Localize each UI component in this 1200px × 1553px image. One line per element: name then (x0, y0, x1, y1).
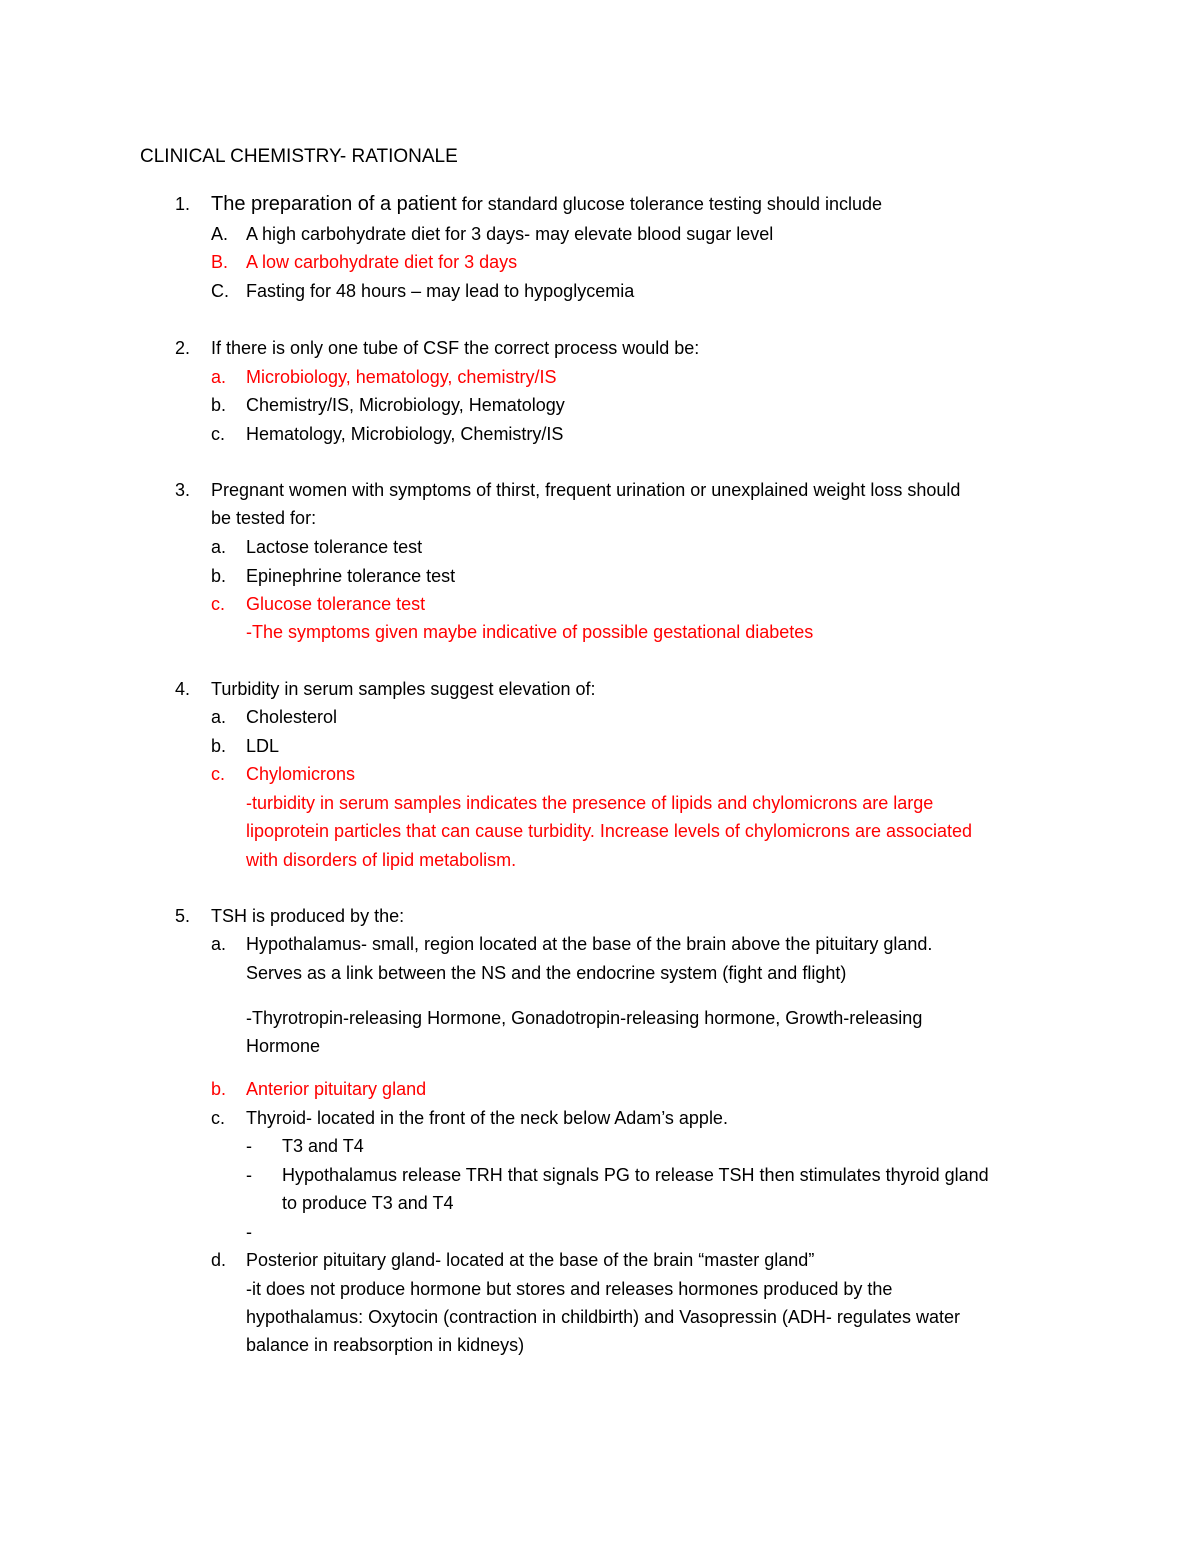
document-title: CLINICAL CHEMISTRY- RATIONALE (140, 146, 458, 167)
question-2-option-b: Chemistry/IS, Microbiology, Hematology (246, 395, 565, 415)
question-5-option-b-answer: Anterior pituitary gland (246, 1079, 427, 1099)
question-4-rationale-line-2: lipoprotein particles that can cause turbidity. Increase levels of chylomicrons are associated (246, 821, 973, 841)
question-5-option-d-line-3: hypothalamus: Oxytocin (contraction in childbirth) and Vasopressin (ADH- regulates water (246, 1307, 960, 1327)
question-5-option-c-bullet-2-dash: - (246, 1165, 252, 1185)
question-5-option-a-line-1: Hypothalamus- small, region located at the base of the brain above the pituitary gland. (246, 934, 933, 954)
question-5-option-b-letter: b. (211, 1079, 227, 1099)
question-4-option-c-answer: Chylomicrons (246, 764, 356, 784)
question-4-text: Turbidity in serum samples suggest elevation of: (211, 679, 596, 699)
question-3-rationale: -The symptoms given maybe indicative of possible gestational diabetes (246, 622, 814, 642)
question-2-text: If there is only one tube of CSF the correct process would be: (211, 338, 700, 358)
question-3-option-c-letter: c. (211, 594, 226, 614)
question-1-option-b-answer: A low carbohydrate diet for 3 days (246, 252, 518, 272)
question-3-option-c-answer: Glucose tolerance test (246, 594, 426, 614)
question-2-option-a-answer: Microbiology, hematology, chemistry/IS (246, 367, 557, 387)
question-5-option-c: Thyroid- located in the front of the neck below Adam’s apple. (246, 1108, 728, 1128)
question-1-text-rest: for standard glucose tolerance testing should include (456, 194, 883, 214)
question-3-option-b: Epinephrine tolerance test (246, 566, 456, 586)
question-1-option-b-letter: B. (211, 252, 229, 272)
question-1-number: 1. (175, 194, 191, 214)
question-4-rationale-line-3: with disorders of lipid metabolism. (246, 850, 517, 870)
question-3-option-b-letter: b. (211, 566, 227, 586)
question-3-option-a-letter: a. (211, 537, 227, 557)
question-3-number: 3. (175, 480, 191, 500)
question-2-option-c: Hematology, Microbiology, Chemistry/IS (246, 424, 564, 444)
question-5-option-a-letter: a. (211, 934, 227, 954)
question-2-option-c-letter: c. (211, 424, 226, 444)
question-4-option-b-letter: b. (211, 736, 227, 756)
question-5-number: 5. (175, 906, 191, 926)
question-5-option-c-bullet-2-line-1: Hypothalamus release TRH that signals PG to release TSH then stimulates thyroid gland (282, 1165, 989, 1185)
question-5-option-d-letter: d. (211, 1250, 227, 1270)
question-4-option-a-letter: a. (211, 707, 227, 727)
question-5-text: TSH is produced by the: (211, 906, 405, 926)
question-5-option-c-bullet-2-line-2: to produce T3 and T4 (282, 1193, 454, 1213)
question-2-option-b-letter: b. (211, 395, 227, 415)
question-2-option-a-letter: a. (211, 367, 227, 387)
question-5-option-a-note-line-1: -Thyrotropin-releasing Hormone, Gonadotropin-releasing hormone, Growth-releasing (246, 1008, 923, 1028)
question-1-text-emphasis: The preparation of a patient (211, 193, 457, 215)
question-5-option-c-bullet-3-dash: - (246, 1222, 252, 1242)
question-5-option-d-line-1: Posterior pituitary gland- located at the base of the brain “master gland” (246, 1250, 815, 1270)
question-5-option-a-note-line-2: Hormone (246, 1036, 321, 1056)
question-4-option-c-letter: c. (211, 764, 226, 784)
question-5-option-c-bullet-1: T3 and T4 (282, 1136, 364, 1156)
question-3-text-line-1: Pregnant women with symptoms of thirst, frequent urination or unexplained weight loss should (211, 480, 961, 500)
question-4-option-a: Cholesterol (246, 707, 338, 727)
question-4-rationale-line-1: -turbidity in serum samples indicates the presence of lipids and chylomicrons are large (246, 793, 934, 813)
question-5-option-c-bullet-1-dash: - (246, 1136, 252, 1156)
question-1-option-c: Fasting for 48 hours – may lead to hypoglycemia (246, 281, 635, 301)
question-1-option-a-letter: A. (211, 224, 229, 244)
question-5-option-d-line-4: balance in reabsorption in kidneys) (246, 1335, 525, 1355)
question-3-option-a: Lactose tolerance test (246, 537, 423, 557)
question-2-number: 2. (175, 338, 191, 358)
question-5-option-d-line-2: -it does not produce hormone but stores and releases hormones produced by the (246, 1279, 893, 1299)
question-1-text (211, 192, 882, 216)
question-4-number: 4. (175, 679, 191, 699)
question-3-text-line-2: be tested for: (211, 508, 317, 528)
question-1-option-c-letter: C. (211, 281, 229, 301)
question-1-option-a: A high carbohydrate diet for 3 days- may elevate blood sugar level (246, 224, 774, 244)
question-5-option-a-line-2: Serves as a link between the NS and the endocrine system (fight and flight) (246, 963, 847, 983)
question-5-option-c-letter: c. (211, 1108, 226, 1128)
question-4-option-b: LDL (246, 736, 280, 756)
